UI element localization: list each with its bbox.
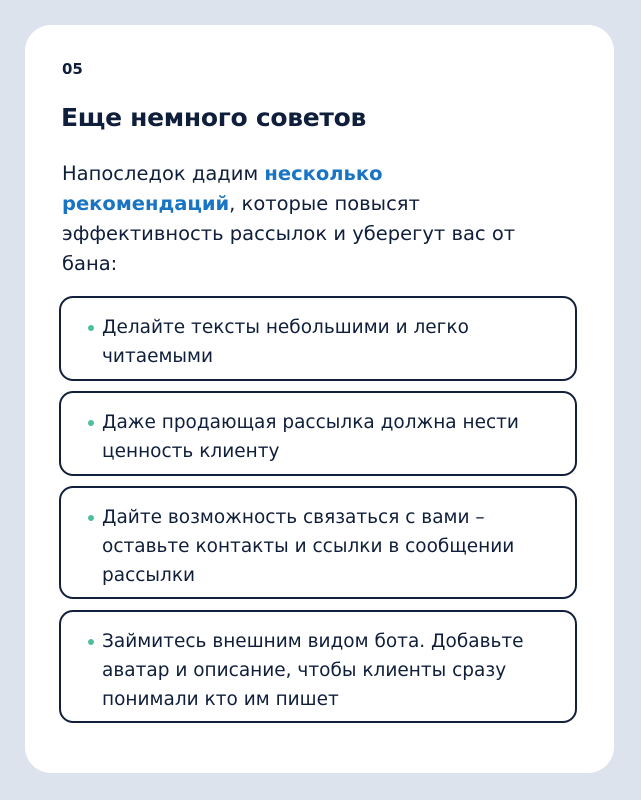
intro-highlight: несколько рекомендаций <box>62 162 383 215</box>
intro-text-after: , которые повысят эффективность рассылок и уберегут вас от бана: <box>62 192 516 275</box>
bullet-icon <box>88 325 94 331</box>
slide-number: 05 <box>62 60 83 78</box>
tip-text: Делайте тексты небольшими и легко читаемыми <box>102 317 469 367</box>
intro-paragraph <box>62 159 552 279</box>
bullet-icon <box>88 639 94 645</box>
tip-text: Дайте возможность связаться с вами – оставьте контакты и ссылки в сообщении рассылки <box>102 507 515 586</box>
tip-box-4 <box>59 610 577 723</box>
tip-text: Займитесь внешним видом бота. Добавьте аватар и описание, чтобы клиенты сразу понимали кто им пишет <box>102 631 524 710</box>
tip-box-3 <box>59 486 577 599</box>
intro-text-before: Напоследок дадим <box>62 162 265 185</box>
slide-title: Еще немного советов <box>61 103 366 132</box>
tip-box-1 <box>59 296 577 381</box>
bullet-icon <box>88 420 94 426</box>
bullet-icon <box>88 515 94 521</box>
tip-text: Даже продающая рассылка должна нести ценность клиенту <box>102 412 519 462</box>
tip-box-2 <box>59 391 577 476</box>
slide-card <box>25 25 614 773</box>
